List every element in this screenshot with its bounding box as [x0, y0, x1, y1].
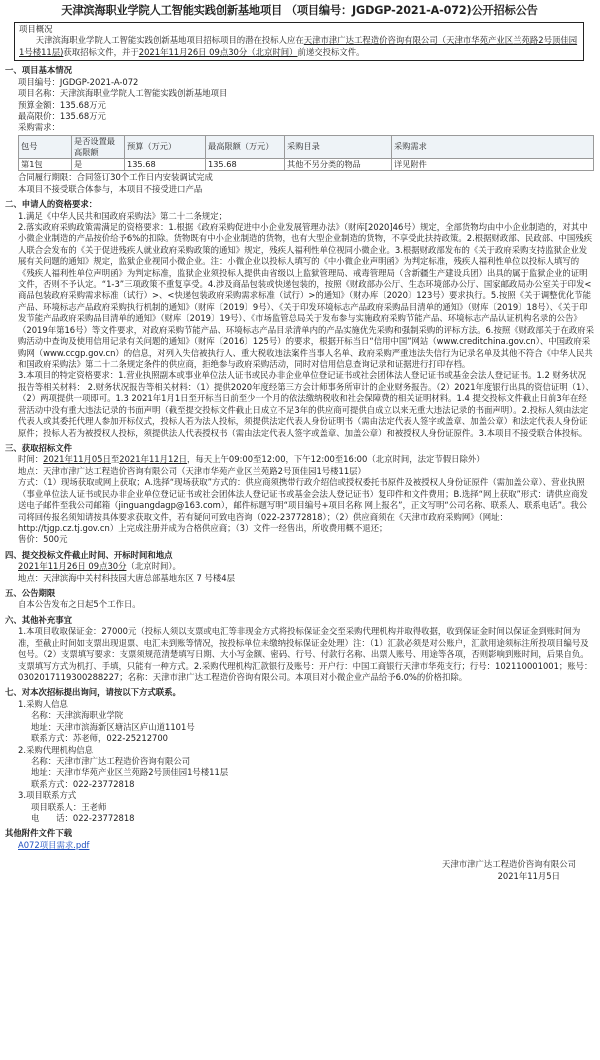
overview-text — [19, 35, 579, 58]
bid-deadline-time: 2021年11月26日 09点30分 — [18, 561, 127, 572]
th-budget: 预算（万元） — [125, 135, 206, 158]
obtain-place: 地点：天津市津广达工程造价咨询有限公司（天津市华苑产业区兰苑路2号顶佳园1号楼11层） — [18, 465, 366, 476]
section-6-heading: 六、其他补充事宜 — [5, 614, 72, 625]
contract-period: 合同履行期限：合同签订30个工作日内安装调试完成 — [18, 172, 213, 183]
th-limit-set: 是否设置最高限额 — [72, 135, 125, 158]
attachments-list — [5, 840, 594, 851]
agency-contact: 联系方式：022-23772818 — [31, 778, 135, 789]
section-1-body — [5, 77, 594, 134]
project-contact-person: 项目联系人：王老师 — [31, 801, 107, 812]
obtain-time-end: 2021年11月12日 — [119, 454, 188, 465]
section-1-heading: 一、项目基本情况 — [5, 65, 72, 76]
qualification-1: 1.满足《中华人民共和国政府采购法》第二十二条规定； — [18, 210, 227, 221]
purchaser-title: 1.采购人信息 — [18, 698, 68, 709]
section-3-heading: 三、获取招标文件 — [5, 442, 72, 453]
section-3-body — [5, 454, 594, 545]
supplementary-text: 1.本项目收取保证金：27000元（投标人须以支票或电汇等非现金方式将投标保证金交至采购代理机构并取得收据，收到保证金时间以保证金到账时间为准，至截止时间如支票出现退票、电汇未到账等情况，按投标单位未缴纳投标保证金处理）注：（1）汇款必须是对公账户，汇款用途须标注所投项目编号及包号。（2）支票填写要求：支票须规范清楚填写日期、大小写金额、密码、行号、付款行名称、出票人账号、用途等各项，否则影响到账时间，后果自负。支票填写方式为机打、手填，只能有一种方式。2.采购代理机构汇款银行及账号：开户行：中国工商银行天津市华苑支行；行号：102110001001；账号：0302017119300288227；名称：天津市津广达工程造价咨询有限公司。本项目对小微企业产品给予6.0%的价格扣除。 — [18, 626, 593, 682]
project-name: 项目名称：天津滨海职业学院人工智能实践创新基地项目 — [18, 88, 228, 99]
agency-title: 2.采购代理机构信息 — [18, 744, 93, 755]
document-price: 售价：500元 — [18, 534, 68, 545]
announcement-page — [5, 3, 594, 882]
purchaser-name: 名称：天津滨海职业学院 — [31, 710, 124, 721]
section-2-heading: 二、申请人的资格要求： — [5, 199, 98, 210]
footer-date: 2021年11月5日 — [497, 870, 560, 881]
attachment-link[interactable]: A072项目需求.pdf — [18, 839, 90, 850]
requirements-label: 采购需求： — [18, 122, 60, 133]
footer-org: 天津市津广达工程造价咨询有限公司 — [442, 859, 576, 870]
obtain-method: 方式：（1）现场获取或网上获取；A.选择“现场获取”方式的：供应商须携带行政介绍信或授权委托书原件及被授权人身份证原件（需加盖公章）、营业执照（事业单位法人证书或民办非企业单位登记证书或社会团体法人登记证书或基金会法人登记证书）复印件和文件费用；B.选择“网上获取”形式：请供应商发送电子邮件至我公司邮箱（jinguangdagp@163.com），邮件标题写明“项目编号+项目名称 网上报名”，正文写明“公司名称、联系人、联系电话”。我公司将回传报名须知请按具体要求获取文件，若有疑问可致电咨询（022-23772818）；（2）供应商须在《天津市政府采购网》（网址：http://tjgp.cz.tj.gov.cn）上完成注册并成为合格供应商；（3）文件一经售出，所收费用概不退还； — [18, 477, 588, 533]
bid-place: 地点：天津滨海中关村科技园大唐总部基地东区 7 号楼4层 — [18, 572, 235, 583]
th-package: 包号 — [19, 135, 72, 158]
consortium-note: 本项目不接受联合体参与，本项目不接受进口产品 — [18, 183, 203, 194]
td-demand: 详见附件 — [392, 159, 594, 171]
overview-location: 天津市津广达工程造价咨询有限公司（天津市华苑产业区兰苑路2号顶佳园1号楼11层) — [19, 35, 578, 57]
agency-address: 地址：天津市华苑产业区兰苑路2号顶佳园1号楼11层 — [31, 767, 229, 778]
overview-text-c: 获取招标文件，并于 — [63, 46, 139, 57]
package-table-header — [19, 135, 594, 158]
spacer — [5, 851, 594, 859]
qualification-2: 2.落实政府采购政策需满足的资格要求：1.根据《政府采购促进中小企业发展管理办法》（财库[2020]46号）规定，全部货物均由中小企业制造的，对其中小微企业制造的产品按价给予6%的扣除。货物既有中小企业制造的货物，也有大型企业制造的货物，不享受此扶持政策。2.根据财政部、民政部、中国残疾人联合会发布的《关于促进残疾人就业政府采购政策的通知》规定，残疾人福利性单位视同小微企业。3.根据财政部发布的《关于政府采购支持监狱企业发展有关问题的通知》规定，监狱企业视同小微企业。注：小微企业以投标人填写的《中小微企业声明函》为判定标准，残疾人福利性单位以投标人填写的《残疾人福利性单位声明函》为判定标准，监狱企业须投标人提供由省级以上监狱管理局、戒毒管理局（含新疆生产建设兵团）出具的属于监狱企业的证明文件，否则不予认定。“1-3”三项政策不重复享受。4.涉及商品包装或快递包装的，按照《财政部办公厅、生态环境部办公厅、国家邮政局办公室关于印发<商品包装政府采购需求标准（试行）>、<快递包装政府采购需求标准（试行）>的通知》（财办库〔2020〕123号）要求执行。5.按照《关于调整优化节能产品、环境标志产品政府采购执行机制的通知》（财库〔2019〕9号）、《关于印发环境标志产品政府采购品目清单的通知》（财库〔2019〕18号）、《关于印发节能产品政府采购品目清单的通知》（财库〔2019〕19号）、《市场监管总局关于发布参与实施政府采购节能产品、环境标志产品认证机构名录的公告》（2019年第16号）等文件要求，对政府采购节能产品、环境标志产品目录清单内的产品实施优先采购和强制采购的评标方法。6.按照《财政部关于在政府采购活动中查询及使用信用记录有关问题的通知》（财库〔2016〕125号）的要求，根据开标当日“信用中国”网站（www.creditchina.gov.cn）、中国政府采购网（www.ccgp.gov.cn）的信息，对列入失信被执行人、重大税收违法案件当事人名单、政府采购严重违法失信行为记录名单及其他不符合《中华人民共和国政府采购法》第二十二条规定条件的供应商，拒绝参与政府采购活动，同时对信用信息查询记录和证据进行打印存档。 — [18, 221, 594, 370]
bid-deadline-note: （北京时间）。 — [126, 561, 181, 572]
overview-text-d: 前递交投标文件。 — [297, 46, 365, 57]
purchaser-address: 地址：天津市滨海新区塘沽区庐山道1101号 — [31, 721, 195, 732]
section-4-body — [5, 561, 594, 584]
purchaser-contact: 联系方式：苏老师，022-25212700 — [31, 733, 169, 744]
section-4-heading: 四、提交投标文件截止时间、开标时间和地点 — [5, 549, 173, 560]
section-7-body — [5, 699, 594, 825]
section-1-after — [5, 172, 594, 195]
overview-text-a: 天津滨海职业学院人工智能实践创新基地项目招标项目的潜在投标人应在 — [35, 35, 304, 46]
td-limit-set: 是 — [72, 159, 125, 171]
agency-name: 名称：天津市津广达工程造价咨询有限公司 — [31, 755, 191, 766]
overview-deadline: 2021年11月26日 09点30分（北京时间） — [138, 46, 298, 57]
td-budget: 135.68 — [125, 159, 206, 171]
obtain-time — [18, 454, 594, 465]
obtain-time-to: 至 — [110, 454, 120, 465]
bid-deadline — [18, 561, 594, 572]
th-catalog: 采购目录 — [285, 135, 392, 158]
obtain-time-tail: ，每天上午09:00至12:00，下午12:00至16:00（北京时间，法定节假日除外） — [187, 454, 485, 465]
table-row — [19, 159, 594, 171]
qualification-3: 3.本项目的特定资格要求：1.营业执照副本或事业单位法人证书或民办非企业单位登记证书或社会团体法人登记证书或基金会法人登记证书。1.2 财务状况报告等相关材料： 2.财务状况报告等相关材料：（1）提供2020年度经第三方会计师事务所审计的企业财务报告。（2）2021年度银行出具的资信证明（1）、（2）两项提供一项即可。1.3 2021年1月1日至开标当日前至少一个月的依法缴纳税收和社会保障费的相关证明材料。1.4 提交投标文件截止日前3年在经营活动中没有重大违法记录的书面声明（截至提交投标文件截止日成立不足3年的供应商可提供自成立以来无重大违法记录的书面声明）。2.投标人须由法定代表人或其委托代理人参加开标仪式，投标人若为法人投标，须提供法定代表人身份证明书（需由法定代表人签字或盖章、加盖公章）和法定代表人身份证原件；投标人若为被授权人投标，须提供法人代表授权书（需由法定代表人签字或盖章、加盖公章）和被授权人身份证原件。3.本项目不接受联合体投标。 — [18, 370, 594, 438]
package-table — [18, 135, 594, 171]
th-limit: 最高限额（万元） — [206, 135, 285, 158]
project-contact-phone: 电 话：022-23772818 — [31, 813, 135, 824]
overview-label: 项目概况 — [19, 24, 53, 34]
project-contact-title: 3.项目联系方式 — [18, 790, 77, 801]
th-demand: 采购需求 — [392, 135, 594, 158]
attachments-heading: 其他附件文件下载 — [5, 828, 72, 839]
obtain-time-label: 时间： — [18, 454, 44, 465]
notice-period: 自本公告发布之日起5个工作日。 — [18, 599, 141, 610]
budget-amount: 预算金额：135.68万元 — [18, 99, 106, 110]
obtain-time-start: 2021年11月05日 — [43, 454, 111, 465]
max-price: 最高限价：135.68万元 — [18, 110, 106, 121]
td-catalog: 其他不另分类的物品 — [285, 159, 392, 171]
section-7-heading: 七、对本次招标提出询问，请按以下方式联系。 — [5, 687, 181, 698]
section-5-heading: 五、公告期限 — [5, 588, 56, 599]
td-limit: 135.68 — [206, 159, 285, 171]
td-package: 第1包 — [19, 159, 72, 171]
page-title: 天津滨海职业学院人工智能实践创新基地项目 （项目编号：JGDGP-2021-A-072)公开招标公告 — [61, 4, 538, 17]
section-2-body — [5, 211, 594, 439]
project-number: 项目编号：JGDGP-2021-A-072 — [18, 76, 139, 87]
overview-box — [14, 22, 584, 61]
